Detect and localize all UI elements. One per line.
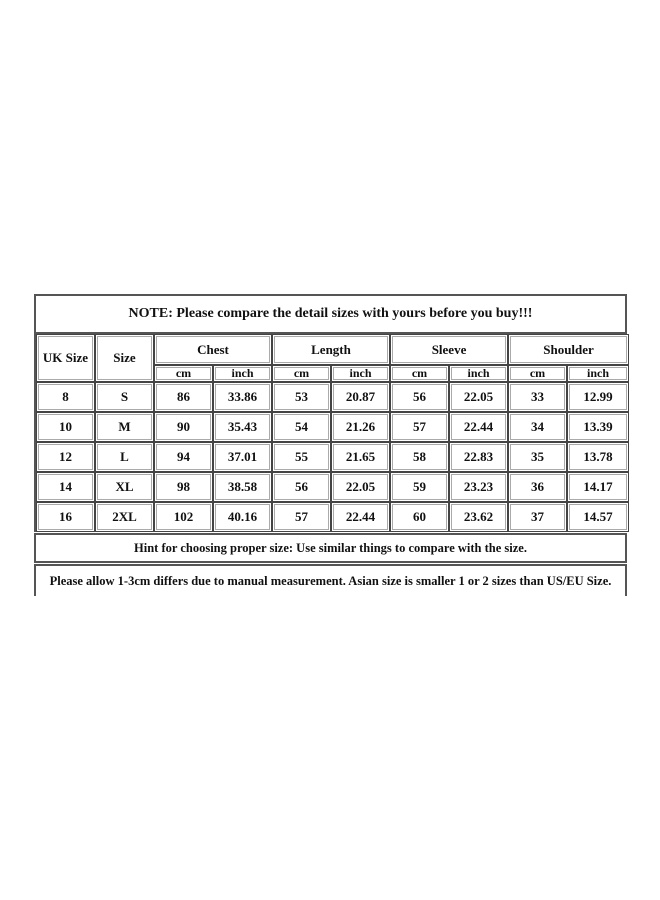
table-cell: 22.44 — [331, 502, 390, 532]
header-sleeve: Sleeve — [390, 334, 508, 365]
table-cell: 35.43 — [213, 412, 272, 442]
table-cell: 13.78 — [567, 442, 629, 472]
table-row — [36, 382, 629, 412]
table-cell: XL — [95, 472, 154, 502]
table-cell: 33.86 — [213, 382, 272, 412]
table-cell: L — [95, 442, 154, 472]
table-cell: 10 — [36, 412, 95, 442]
table-cell: 54 — [272, 412, 331, 442]
unit-chest-inch: inch — [213, 365, 272, 382]
table-cell: 22.05 — [331, 472, 390, 502]
table-cell: 90 — [154, 412, 213, 442]
header-length: Length — [272, 334, 390, 365]
table-row — [36, 442, 629, 472]
table-cell: 23.62 — [449, 502, 508, 532]
unit-sleeve-cm: cm — [390, 365, 449, 382]
table-cell: M — [95, 412, 154, 442]
table-cell: 8 — [36, 382, 95, 412]
table-cell: 56 — [390, 382, 449, 412]
unit-shoulder-inch: inch — [567, 365, 629, 382]
table-cell: 53 — [272, 382, 331, 412]
table-cell: 36 — [508, 472, 567, 502]
table-cell: 55 — [272, 442, 331, 472]
table-cell: 57 — [272, 502, 331, 532]
table-cell: 37.01 — [213, 442, 272, 472]
header-shoulder: Shoulder — [508, 334, 629, 365]
table-cell: 21.26 — [331, 412, 390, 442]
table-cell: 12.99 — [567, 382, 629, 412]
table-cell: S — [95, 382, 154, 412]
table-cell: 14.57 — [567, 502, 629, 532]
header-chest: Chest — [154, 334, 272, 365]
table-cell: 102 — [154, 502, 213, 532]
table-cell: 38.58 — [213, 472, 272, 502]
table-cell: 94 — [154, 442, 213, 472]
unit-shoulder-cm: cm — [508, 365, 567, 382]
table-cell: 40.16 — [213, 502, 272, 532]
unit-sleeve-inch: inch — [449, 365, 508, 382]
table-cell: 21.65 — [331, 442, 390, 472]
header-uk-size: UK Size — [36, 334, 95, 382]
table-cell: 86 — [154, 382, 213, 412]
table-cell: 14 — [36, 472, 95, 502]
table-cell: 58 — [390, 442, 449, 472]
table-cell: 57 — [390, 412, 449, 442]
size-hint: Hint for choosing proper size: Use similar things to compare with the size. — [34, 533, 627, 563]
table-cell: 22.05 — [449, 382, 508, 412]
table-cell: 56 — [272, 472, 331, 502]
table-cell: 20.87 — [331, 382, 390, 412]
table-cell: 2XL — [95, 502, 154, 532]
table-row — [36, 472, 629, 502]
table-cell: 60 — [390, 502, 449, 532]
table-row — [36, 412, 629, 442]
table-cell: 34 — [508, 412, 567, 442]
table-cell: 22.44 — [449, 412, 508, 442]
table-cell: 23.23 — [449, 472, 508, 502]
table-cell: 33 — [508, 382, 567, 412]
size-note: NOTE: Please compare the detail sizes with yours before you buy!!! — [34, 294, 627, 334]
table-cell: 14.17 — [567, 472, 629, 502]
table-cell: 98 — [154, 472, 213, 502]
header-size: Size — [95, 334, 154, 382]
table-cell: 35 — [508, 442, 567, 472]
size-table — [34, 334, 629, 532]
table-cell: 12 — [36, 442, 95, 472]
unit-chest-cm: cm — [154, 365, 213, 382]
table-cell: 13.39 — [567, 412, 629, 442]
unit-length-cm: cm — [272, 365, 331, 382]
table-cell: 16 — [36, 502, 95, 532]
table-cell: 37 — [508, 502, 567, 532]
size-chart — [34, 294, 627, 596]
table-cell: 22.83 — [449, 442, 508, 472]
unit-length-inch: inch — [331, 365, 390, 382]
measurement-disclaimer: Please allow 1-3cm differs due to manual measurement. Asian size is smaller 1 or 2 sizes than US/EU Size. — [34, 564, 627, 596]
table-cell: 59 — [390, 472, 449, 502]
table-row — [36, 502, 629, 532]
